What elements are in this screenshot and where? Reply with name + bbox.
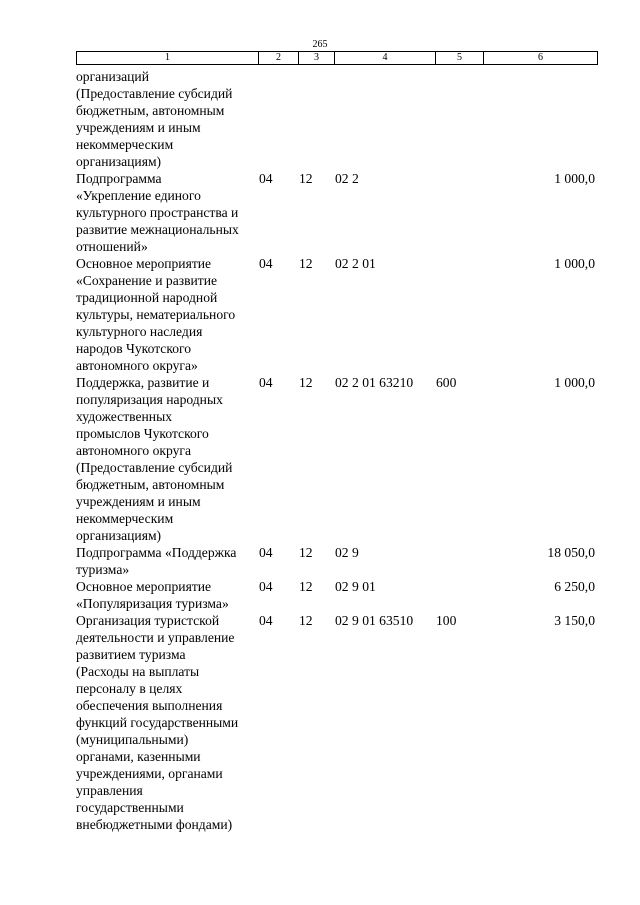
row-name-line: учреждениями, органами [76, 766, 223, 781]
table-row [76, 544, 598, 578]
row-name [76, 578, 258, 612]
table-row [76, 68, 598, 170]
ministry-code: 04 [259, 256, 273, 271]
row-name-line: Поддержка, развитие и [76, 375, 210, 390]
row-name-line: бюджетным, автономным [76, 103, 225, 118]
row-name-line: промыслов Чукотского [76, 426, 209, 441]
amount: 18 050,0 [547, 545, 595, 560]
row-name-line: автономного округа» [76, 358, 198, 373]
row-name-line: организациям) [76, 154, 162, 169]
ministry-code: 04 [259, 545, 273, 560]
row-name [76, 68, 258, 170]
target-article [335, 68, 436, 170]
row-name-line: внебюджетными фондами) [76, 817, 233, 832]
row-name-line: культуры, нематериального [76, 307, 236, 322]
amount: 1 000,0 [554, 171, 595, 186]
row-name-line: учреждениям и иным [76, 494, 201, 509]
amount: 6 250,0 [554, 579, 595, 594]
amount: 1 000,0 [554, 256, 595, 271]
section-code: 12 [299, 613, 313, 628]
amount: 3 150,0 [554, 613, 595, 628]
column-header-6: 6 [484, 52, 598, 65]
row-name-line: обеспечения выполнения [76, 698, 223, 713]
row-name-line: «Сохранение и развитие [76, 273, 218, 288]
row-name-line: Организация туристской [76, 613, 220, 628]
target-article: 02 9 01 63510 [335, 613, 414, 628]
ministry-code: 04 [259, 171, 273, 186]
row-name-line: Основное мероприятие [76, 579, 212, 594]
target-article: 02 9 [335, 545, 359, 560]
column-header-1: 1 [77, 52, 259, 65]
column-header-4: 4 [335, 52, 436, 65]
ministry-code: 04 [259, 375, 273, 390]
row-name-line: учреждениям и иным [76, 120, 201, 135]
row-name-line: (муниципальными) [76, 732, 189, 747]
expense-type: 100 [436, 613, 457, 628]
amount [484, 68, 598, 170]
row-name-line: «Популяризация туризма» [76, 596, 229, 611]
table-row [76, 612, 598, 833]
row-name-line: развитие межнациональных [76, 222, 239, 237]
page-number: 265 [312, 39, 328, 50]
target-article: 02 2 01 63210 [335, 375, 414, 390]
row-name-line: бюджетным, автономным [76, 477, 225, 492]
row-name-line: (Предоставление субсидий [76, 86, 233, 101]
expense-type [436, 578, 484, 612]
column-header-3: 3 [299, 52, 335, 65]
row-name [76, 612, 258, 833]
row-name-line: традиционной народной [76, 290, 218, 305]
expense-type: 600 [436, 375, 457, 390]
table-row [76, 170, 598, 255]
expense-type [436, 170, 484, 255]
expense-type [436, 255, 484, 374]
row-name [76, 170, 258, 255]
section-code: 12 [299, 256, 313, 271]
row-name-line: некоммерческим [76, 511, 174, 526]
row-name-line: Подпрограмма [76, 171, 162, 186]
expense-type [436, 544, 484, 578]
ministry-code: 04 [259, 579, 273, 594]
amount: 1 000,0 [554, 375, 595, 390]
row-name [76, 374, 258, 544]
row-name-line: государственными [76, 800, 184, 815]
row-name-line: «Укрепление единого [76, 188, 201, 203]
target-article: 02 9 01 [335, 579, 376, 594]
row-name-line: персоналу в целях [76, 681, 183, 696]
row-name-line: автономного округа [76, 443, 192, 458]
column-header-5: 5 [436, 52, 484, 65]
row-name-line: культурного пространства и [76, 205, 239, 220]
row-name-line: функций государственными [76, 715, 239, 730]
row-name-line: популяризация народных [76, 392, 223, 407]
row-name-line: управления [76, 783, 143, 798]
row-name [76, 544, 258, 578]
table-row [76, 374, 598, 544]
budget-table-body [76, 68, 598, 833]
section-code: 12 [299, 545, 313, 560]
table-row [76, 578, 598, 612]
row-name-line: органами, казенными [76, 749, 201, 764]
row-name-line: народов Чукотского [76, 341, 192, 356]
row-name-line: Подпрограмма «Поддержка [76, 545, 237, 560]
row-name-line: организаций [76, 69, 149, 84]
row-name-line: художественных [76, 409, 173, 424]
row-name-line: некоммерческим [76, 137, 174, 152]
row-name-line: организациям) [76, 528, 162, 543]
column-header-2: 2 [259, 52, 299, 65]
target-article: 02 2 01 [335, 256, 376, 271]
table-row [76, 255, 598, 374]
ministry-code: 04 [259, 613, 273, 628]
section-code: 12 [299, 375, 313, 390]
expense-type [436, 68, 484, 170]
target-article: 02 2 [335, 171, 359, 186]
row-name-line: отношений» [76, 239, 148, 254]
column-header-row [76, 51, 598, 65]
section-code: 12 [299, 579, 313, 594]
row-name-line: культурного наследия [76, 324, 203, 339]
row-name [76, 255, 258, 374]
row-name-line: развитием туризма [76, 647, 186, 662]
section-code: 12 [299, 171, 313, 186]
section-code [299, 68, 335, 170]
row-name-line: (Расходы на выплаты [76, 664, 200, 679]
row-name-line: (Предоставление субсидий [76, 460, 233, 475]
row-name-line: туризма» [76, 562, 130, 577]
row-name-line: деятельности и управление [76, 630, 235, 645]
row-name-line: Основное мероприятие [76, 256, 212, 271]
ministry-code [258, 68, 299, 170]
